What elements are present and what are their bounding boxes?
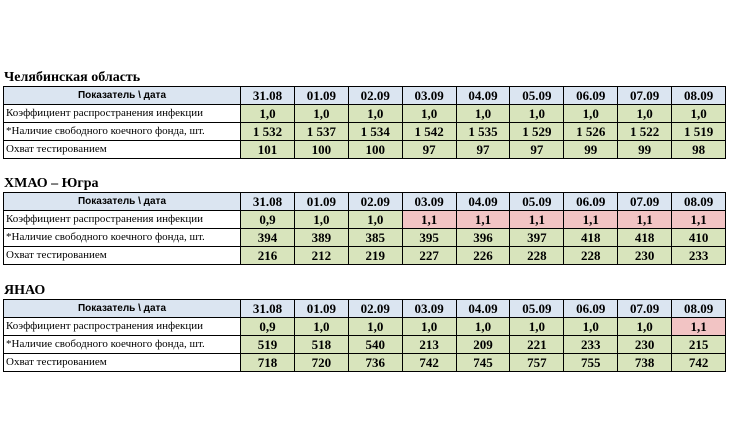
tests-cell: 101	[241, 141, 295, 159]
coefficient-cell: 1,0	[402, 105, 456, 123]
tests-cell: 99	[618, 141, 672, 159]
header-label-cell: Показатель \ дата	[4, 193, 241, 211]
region-title: Челябинская область	[4, 70, 141, 85]
row-label-tests: Охват тестированием	[4, 354, 241, 372]
beds-cell: 395	[402, 229, 456, 247]
beds-cell: 233	[564, 336, 618, 354]
tests-cell: 738	[618, 354, 672, 372]
date-header-cell: 04.09	[456, 300, 510, 318]
beds-cell: 1 537	[294, 123, 348, 141]
header-label-cell: Показатель \ дата	[4, 87, 241, 105]
region-title: ХМАО – Югра	[4, 176, 99, 191]
table-row-tests	[4, 354, 726, 372]
beds-cell: 397	[510, 229, 564, 247]
tests-cell: 228	[510, 247, 564, 265]
coefficient-cell: 1,0	[348, 211, 402, 229]
beds-cell: 385	[348, 229, 402, 247]
coefficient-cell: 1,0	[564, 105, 618, 123]
beds-cell: 221	[510, 336, 564, 354]
beds-cell: 389	[294, 229, 348, 247]
tests-cell: 742	[402, 354, 456, 372]
coefficient-cell: 1,0	[618, 105, 672, 123]
region-title: ЯНАО	[4, 283, 46, 298]
region-table	[3, 86, 726, 159]
coefficient-cell: 1,1	[672, 318, 726, 336]
row-label-beds: *Наличие свободного коечного фонда, шт.	[4, 336, 241, 354]
header-row	[4, 300, 726, 318]
beds-cell: 230	[618, 336, 672, 354]
beds-cell: 1 532	[241, 123, 295, 141]
table-row-tests	[4, 247, 726, 265]
tests-cell: 718	[241, 354, 295, 372]
coefficient-cell: 1,0	[456, 105, 510, 123]
date-header-cell: 31.08	[241, 193, 295, 211]
beds-cell: 519	[241, 336, 295, 354]
tests-cell: 230	[618, 247, 672, 265]
beds-cell: 1 529	[510, 123, 564, 141]
row-label-beds: *Наличие свободного коечного фонда, шт.	[4, 123, 241, 141]
row-label-tests: Охват тестированием	[4, 247, 241, 265]
date-header-cell: 05.09	[510, 87, 564, 105]
coefficient-cell: 1,0	[348, 105, 402, 123]
date-header-cell: 03.09	[402, 193, 456, 211]
date-header-cell: 06.09	[564, 193, 618, 211]
tests-cell: 97	[402, 141, 456, 159]
table-row-coefficient	[4, 105, 726, 123]
date-header-cell: 04.09	[456, 87, 510, 105]
date-header-cell: 08.09	[672, 193, 726, 211]
coefficient-cell: 1,0	[672, 105, 726, 123]
date-header-cell: 02.09	[348, 87, 402, 105]
coefficient-cell: 1,1	[672, 211, 726, 229]
table-row-beds	[4, 336, 726, 354]
tests-cell: 228	[564, 247, 618, 265]
tests-cell: 755	[564, 354, 618, 372]
date-header-cell: 01.09	[294, 300, 348, 318]
date-header-cell: 05.09	[510, 193, 564, 211]
table-row-coefficient	[4, 211, 726, 229]
coefficient-cell: 1,0	[348, 318, 402, 336]
date-header-cell: 07.09	[618, 300, 672, 318]
date-header-cell: 05.09	[510, 300, 564, 318]
beds-cell: 418	[618, 229, 672, 247]
date-header-cell: 08.09	[672, 87, 726, 105]
tests-cell: 219	[348, 247, 402, 265]
header-row	[4, 193, 726, 211]
coefficient-cell: 1,0	[510, 105, 564, 123]
beds-cell: 213	[402, 336, 456, 354]
table-row-coefficient	[4, 318, 726, 336]
region-table	[3, 192, 726, 265]
tests-cell: 97	[456, 141, 510, 159]
date-header-cell: 31.08	[241, 87, 295, 105]
beds-cell: 1 522	[618, 123, 672, 141]
tests-cell: 97	[510, 141, 564, 159]
coefficient-cell: 1,0	[294, 105, 348, 123]
tests-cell: 100	[294, 141, 348, 159]
beds-cell: 1 526	[564, 123, 618, 141]
tests-cell: 100	[348, 141, 402, 159]
tests-cell: 212	[294, 247, 348, 265]
date-header-cell: 03.09	[402, 87, 456, 105]
beds-cell: 394	[241, 229, 295, 247]
row-label-coefficient: Коэффициент распространения инфекции	[4, 318, 241, 336]
date-header-cell: 31.08	[241, 300, 295, 318]
coefficient-cell: 1,0	[402, 318, 456, 336]
beds-cell: 1 542	[402, 123, 456, 141]
coefficient-cell: 1,1	[456, 211, 510, 229]
beds-cell: 396	[456, 229, 510, 247]
header-row	[4, 87, 726, 105]
row-label-tests: Охват тестированием	[4, 141, 241, 159]
beds-cell: 540	[348, 336, 402, 354]
coefficient-cell: 1,0	[241, 105, 295, 123]
tests-cell: 216	[241, 247, 295, 265]
beds-cell: 518	[294, 336, 348, 354]
date-header-cell: 07.09	[618, 87, 672, 105]
tests-cell: 742	[672, 354, 726, 372]
coefficient-cell: 1,1	[564, 211, 618, 229]
beds-cell: 209	[456, 336, 510, 354]
date-header-cell: 02.09	[348, 193, 402, 211]
row-label-beds: *Наличие свободного коечного фонда, шт.	[4, 229, 241, 247]
region-table	[3, 299, 726, 372]
coefficient-cell: 1,1	[402, 211, 456, 229]
table-row-tests	[4, 141, 726, 159]
coefficient-cell: 0,9	[241, 211, 295, 229]
tests-cell: 99	[564, 141, 618, 159]
row-label-coefficient: Коэффициент распространения инфекции	[4, 105, 241, 123]
tests-cell: 745	[456, 354, 510, 372]
date-header-cell: 02.09	[348, 300, 402, 318]
beds-cell: 1 534	[348, 123, 402, 141]
tests-cell: 226	[456, 247, 510, 265]
coefficient-cell: 1,1	[510, 211, 564, 229]
coefficient-cell: 1,0	[456, 318, 510, 336]
date-header-cell: 03.09	[402, 300, 456, 318]
coefficient-cell: 1,0	[294, 211, 348, 229]
date-header-cell: 01.09	[294, 193, 348, 211]
coefficient-cell: 0,9	[241, 318, 295, 336]
table-row-beds	[4, 229, 726, 247]
coefficient-cell: 1,0	[564, 318, 618, 336]
tests-cell: 720	[294, 354, 348, 372]
beds-cell: 1 535	[456, 123, 510, 141]
beds-cell: 418	[564, 229, 618, 247]
tests-cell: 233	[672, 247, 726, 265]
beds-cell: 410	[672, 229, 726, 247]
date-header-cell: 08.09	[672, 300, 726, 318]
tests-cell: 757	[510, 354, 564, 372]
coefficient-cell: 1,0	[294, 318, 348, 336]
table-row-beds	[4, 123, 726, 141]
tests-cell: 736	[348, 354, 402, 372]
tests-cell: 98	[672, 141, 726, 159]
header-label-cell: Показатель \ дата	[4, 300, 241, 318]
date-header-cell: 07.09	[618, 193, 672, 211]
coefficient-cell: 1,0	[510, 318, 564, 336]
beds-cell: 215	[672, 336, 726, 354]
coefficient-cell: 1,1	[618, 211, 672, 229]
row-label-coefficient: Коэффициент распространения инфекции	[4, 211, 241, 229]
beds-cell: 1 519	[672, 123, 726, 141]
coefficient-cell: 1,0	[618, 318, 672, 336]
date-header-cell: 06.09	[564, 87, 618, 105]
date-header-cell: 01.09	[294, 87, 348, 105]
tests-cell: 227	[402, 247, 456, 265]
date-header-cell: 04.09	[456, 193, 510, 211]
date-header-cell: 06.09	[564, 300, 618, 318]
